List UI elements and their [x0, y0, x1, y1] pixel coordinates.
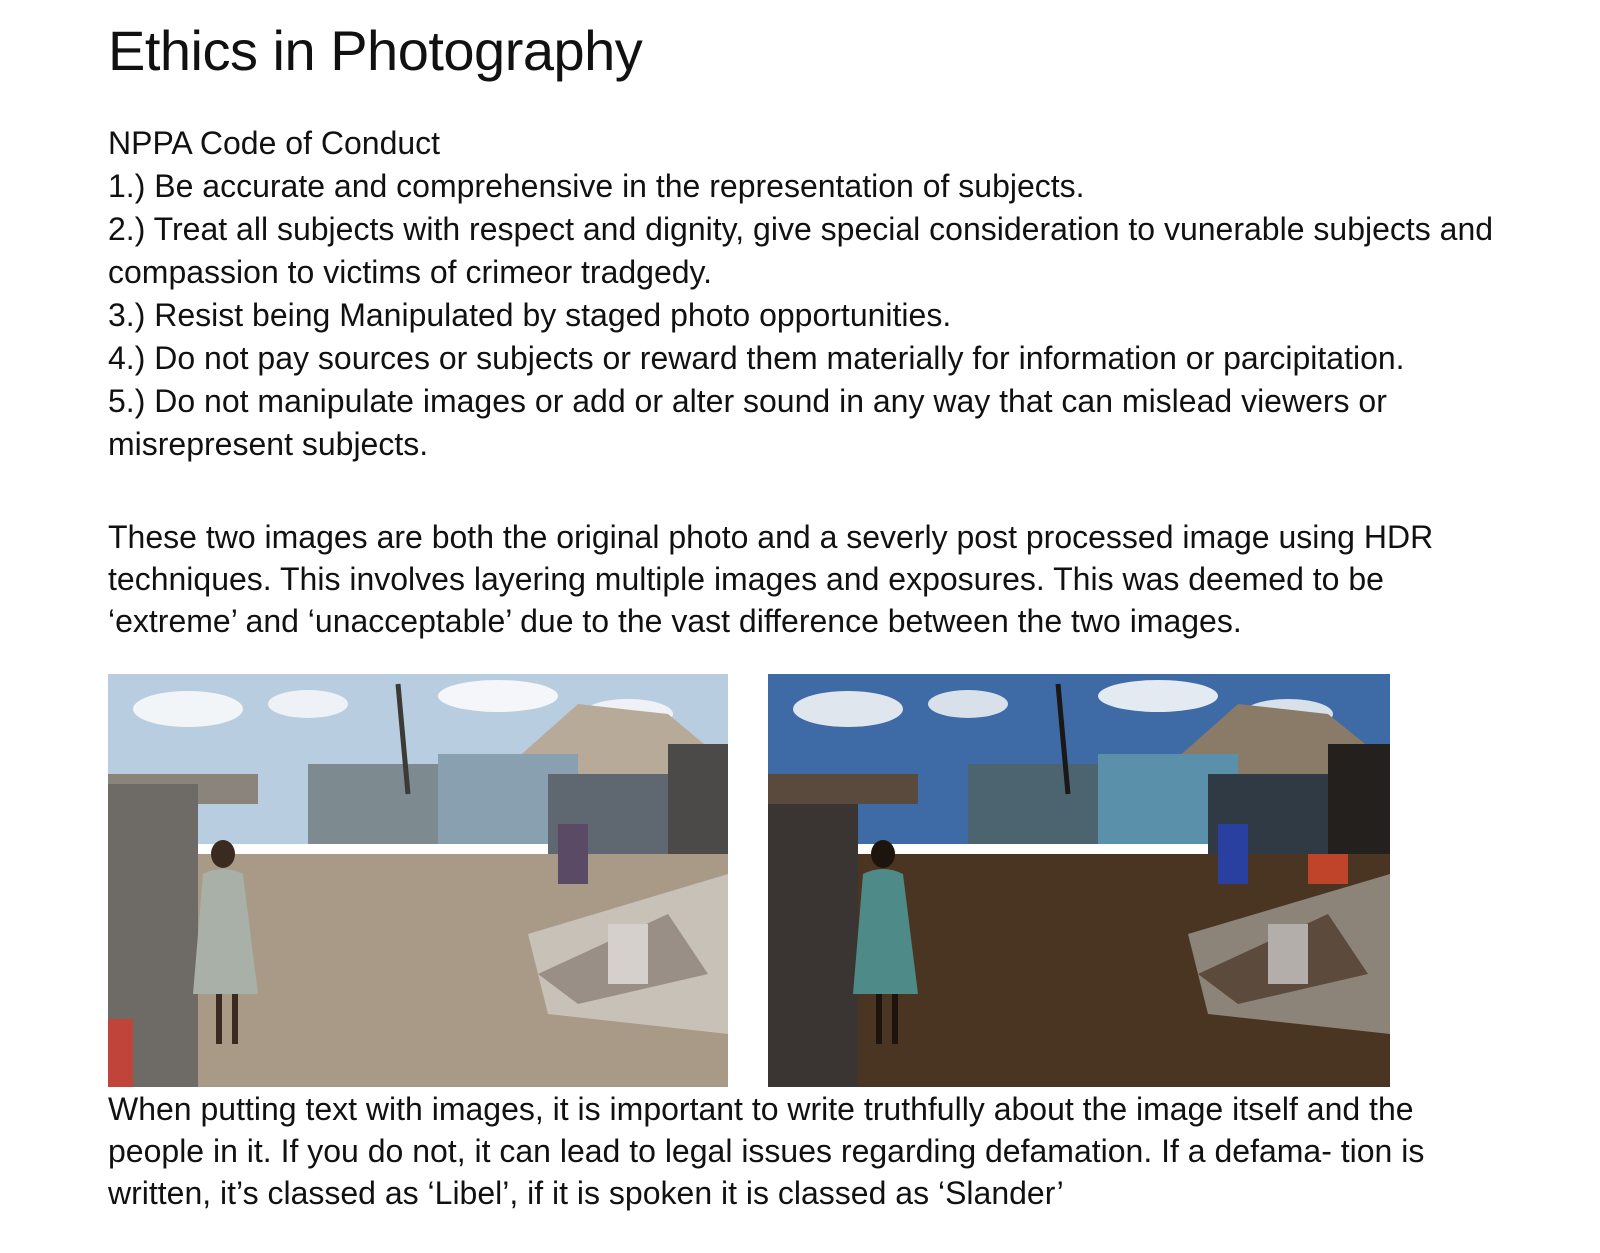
hdr-processed-photo [768, 674, 1390, 1087]
code-item-2: 2.) Treat all subjects with respect and dignity, give special consideration to vunerable subjects and compassion to victims of crimeor tradgedy. [108, 211, 1494, 290]
code-item-1: 1.) Be accurate and comprehensive in the representation of subjects. [108, 168, 1085, 204]
text-ethics-paragraph: When putting text with images, it is important to write truthfully about the image itself and the people in it. If you do not, it can lead to legal issues regarding defamation. If a defama- tion is written, it’s classed as ‘Libel’, if it is spoken it is classed as ‘Slander’ [108, 1091, 1425, 1211]
shack-wall [768, 784, 858, 1087]
code-heading: NPPA Code of Conduct [108, 125, 441, 161]
hdr-paragraph: These two images are both the original photo and a severly post processed image using HDR techniques. This involves layering multiple images and exposures. This was deemed to be ‘extreme’ and ‘unacceptable’ due to the vast difference between the two images. [108, 519, 1434, 639]
code-item-3: 3.) Resist being Manipulated by staged photo opportunities. [108, 297, 952, 333]
hdr-photo-illustration [768, 674, 1390, 1087]
code-item-4: 4.) Do not pay sources or subjects or reward them materially for information or parcipitation. [108, 340, 1405, 376]
original-photo-illustration [108, 674, 728, 1087]
code-of-conduct [108, 122, 1508, 466]
original-photo [108, 674, 728, 1087]
code-item-5: 5.) Do not manipulate images or add or alter sound in any way that can mislead viewers or misrepresent subjects. [108, 383, 1387, 462]
page-title: Ethics in Photography [108, 19, 643, 82]
